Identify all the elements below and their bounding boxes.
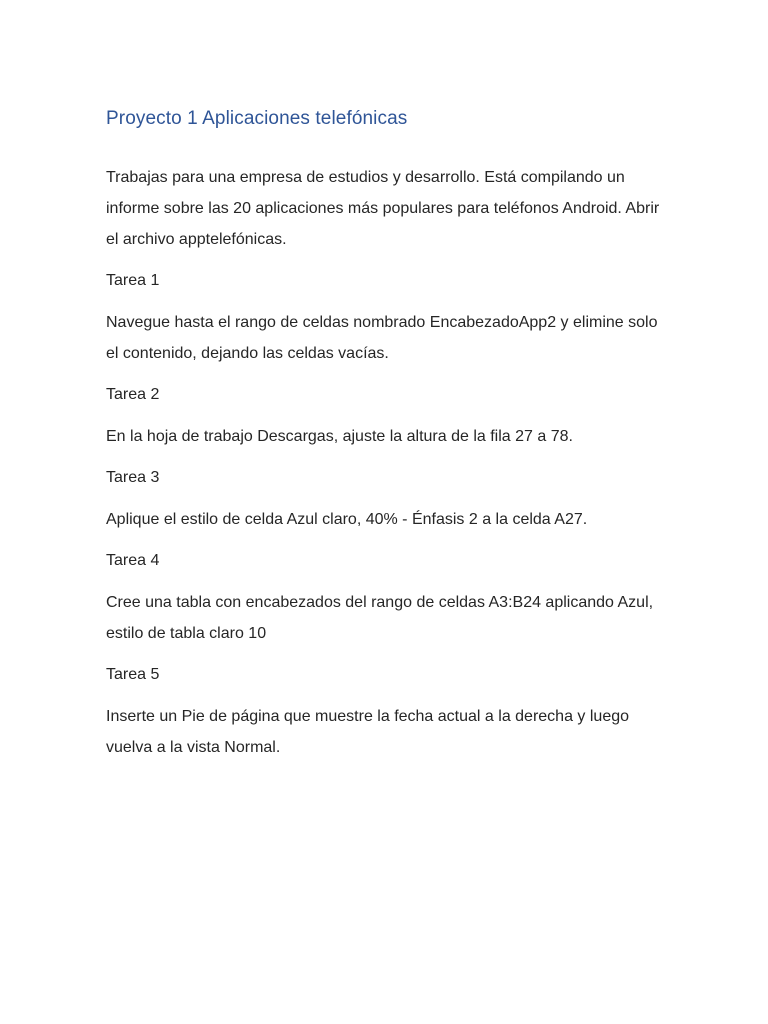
document-body bbox=[106, 104, 666, 763]
task-section-4 bbox=[106, 545, 666, 649]
task-section-5 bbox=[106, 659, 666, 763]
task-section-2 bbox=[106, 379, 666, 452]
task-heading: Tarea 5 bbox=[106, 666, 160, 683]
document-title: Proyecto 1 Aplicaciones telefónicas bbox=[106, 108, 408, 129]
task-text: En la hoja de trabajo Descargas, ajuste la altura de la fila 27 a 78. bbox=[106, 428, 573, 445]
task-heading: Tarea 2 bbox=[106, 386, 160, 403]
task-heading: Tarea 1 bbox=[106, 272, 160, 289]
task-text: Inserte un Pie de página que muestre la fecha actual a la derecha y luego vuelva a la vista Normal. bbox=[106, 708, 630, 756]
task-section-3 bbox=[106, 462, 666, 535]
intro-paragraph: Trabajas para una empresa de estudios y desarrollo. Está compilando un informe sobre las 20 aplicaciones más populares para teléfonos Android. Abrir el archivo apptelefónicas. bbox=[106, 169, 660, 248]
task-heading: Tarea 4 bbox=[106, 552, 160, 569]
task-text: Navegue hasta el rango de celdas nombrado EncabezadoApp2 y elimine solo el contenido, dejando las celdas vacías. bbox=[106, 314, 658, 362]
task-text: Cree una tabla con encabezados del rango de celdas A3:B24 aplicando Azul, estilo de tabla claro 10 bbox=[106, 594, 654, 642]
task-section-1 bbox=[106, 265, 666, 369]
task-heading: Tarea 3 bbox=[106, 469, 160, 486]
task-text: Aplique el estilo de celda Azul claro, 40% - Énfasis 2 a la celda A27. bbox=[106, 511, 588, 528]
